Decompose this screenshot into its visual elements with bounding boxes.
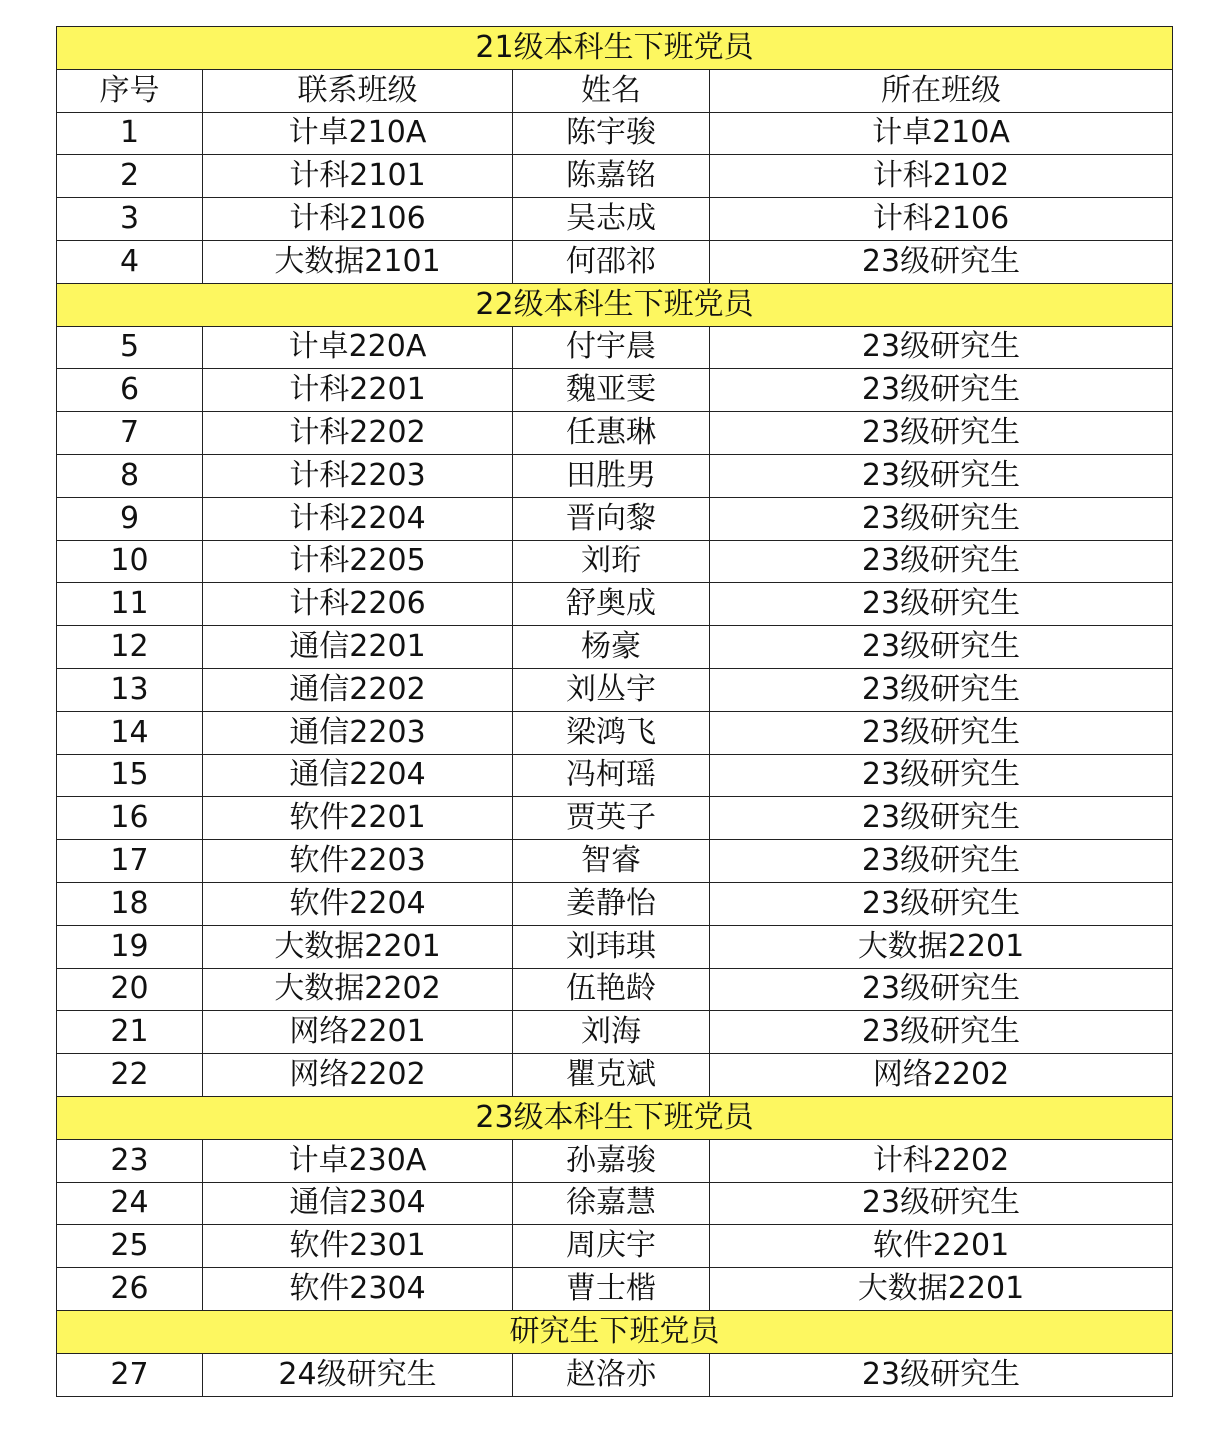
table-row bbox=[57, 668, 1173, 711]
contact-class-cell: 软件2301 bbox=[203, 1225, 513, 1268]
section-title: 21级本科生下班党员 bbox=[57, 27, 1173, 70]
header-serial-number: 序号 bbox=[57, 69, 203, 112]
header-name: 姓名 bbox=[513, 69, 710, 112]
current-class-cell: 23级研究生 bbox=[710, 754, 1173, 797]
column-header-row bbox=[57, 69, 1173, 112]
contact-class-cell: 计卓230A bbox=[203, 1139, 513, 1182]
contact-class-cell: 大数据2101 bbox=[203, 240, 513, 283]
table-row bbox=[57, 326, 1173, 369]
table-row bbox=[57, 412, 1173, 455]
serial-number-cell: 19 bbox=[57, 925, 203, 968]
table-row bbox=[57, 155, 1173, 198]
table-row bbox=[57, 711, 1173, 754]
contact-class-cell: 24级研究生 bbox=[203, 1353, 513, 1396]
contact-class-cell: 软件2201 bbox=[203, 797, 513, 840]
table-body bbox=[57, 27, 1173, 1397]
name-cell: 陈宇骏 bbox=[513, 112, 710, 155]
party-member-table bbox=[56, 26, 1173, 1397]
table-row bbox=[57, 882, 1173, 925]
current-class-cell: 23级研究生 bbox=[710, 583, 1173, 626]
table-row bbox=[57, 1268, 1173, 1311]
current-class-cell: 23级研究生 bbox=[710, 326, 1173, 369]
section-header-row bbox=[57, 1096, 1173, 1139]
current-class-cell: 23级研究生 bbox=[710, 1353, 1173, 1396]
name-cell: 姜静怡 bbox=[513, 882, 710, 925]
current-class-cell: 23级研究生 bbox=[710, 626, 1173, 669]
current-class-cell: 23级研究生 bbox=[710, 497, 1173, 540]
contact-class-cell: 计卓210A bbox=[203, 112, 513, 155]
contact-class-cell: 通信2304 bbox=[203, 1182, 513, 1225]
serial-number-cell: 20 bbox=[57, 968, 203, 1011]
contact-class-cell: 计科2201 bbox=[203, 369, 513, 412]
name-cell: 田胜男 bbox=[513, 454, 710, 497]
current-class-cell: 计科2106 bbox=[710, 198, 1173, 241]
current-class-cell: 23级研究生 bbox=[710, 840, 1173, 883]
serial-number-cell: 23 bbox=[57, 1139, 203, 1182]
table-row bbox=[57, 925, 1173, 968]
serial-number-cell: 5 bbox=[57, 326, 203, 369]
table-row bbox=[57, 797, 1173, 840]
table-row bbox=[57, 1054, 1173, 1097]
name-cell: 刘丛宇 bbox=[513, 668, 710, 711]
name-cell: 魏亚雯 bbox=[513, 369, 710, 412]
current-class-cell: 大数据2201 bbox=[710, 925, 1173, 968]
name-cell: 周庆宇 bbox=[513, 1225, 710, 1268]
name-cell: 刘玮琪 bbox=[513, 925, 710, 968]
contact-class-cell: 网络2201 bbox=[203, 1011, 513, 1054]
current-class-cell: 23级研究生 bbox=[710, 369, 1173, 412]
serial-number-cell: 14 bbox=[57, 711, 203, 754]
name-cell: 梁鸿飞 bbox=[513, 711, 710, 754]
current-class-cell: 大数据2201 bbox=[710, 1268, 1173, 1311]
contact-class-cell: 通信2201 bbox=[203, 626, 513, 669]
name-cell: 杨豪 bbox=[513, 626, 710, 669]
serial-number-cell: 16 bbox=[57, 797, 203, 840]
serial-number-cell: 7 bbox=[57, 412, 203, 455]
name-cell: 刘珩 bbox=[513, 540, 710, 583]
contact-class-cell: 网络2202 bbox=[203, 1054, 513, 1097]
table-row bbox=[57, 497, 1173, 540]
serial-number-cell: 26 bbox=[57, 1268, 203, 1311]
table-row bbox=[57, 454, 1173, 497]
name-cell: 刘海 bbox=[513, 1011, 710, 1054]
contact-class-cell: 软件2204 bbox=[203, 882, 513, 925]
contact-class-cell: 计科2101 bbox=[203, 155, 513, 198]
contact-class-cell: 计科2204 bbox=[203, 497, 513, 540]
current-class-cell: 23级研究生 bbox=[710, 454, 1173, 497]
serial-number-cell: 2 bbox=[57, 155, 203, 198]
name-cell: 何邵祁 bbox=[513, 240, 710, 283]
serial-number-cell: 6 bbox=[57, 369, 203, 412]
contact-class-cell: 通信2203 bbox=[203, 711, 513, 754]
current-class-cell: 计卓210A bbox=[710, 112, 1173, 155]
contact-class-cell: 通信2202 bbox=[203, 668, 513, 711]
serial-number-cell: 9 bbox=[57, 497, 203, 540]
contact-class-cell: 软件2203 bbox=[203, 840, 513, 883]
header-contact-class: 联系班级 bbox=[203, 69, 513, 112]
name-cell: 曹士楷 bbox=[513, 1268, 710, 1311]
name-cell: 付宇晨 bbox=[513, 326, 710, 369]
current-class-cell: 23级研究生 bbox=[710, 240, 1173, 283]
contact-class-cell: 大数据2202 bbox=[203, 968, 513, 1011]
name-cell: 陈嘉铭 bbox=[513, 155, 710, 198]
current-class-cell: 23级研究生 bbox=[710, 412, 1173, 455]
serial-number-cell: 15 bbox=[57, 754, 203, 797]
name-cell: 吴志成 bbox=[513, 198, 710, 241]
section-header-row bbox=[57, 27, 1173, 70]
serial-number-cell: 25 bbox=[57, 1225, 203, 1268]
current-class-cell: 23级研究生 bbox=[710, 968, 1173, 1011]
serial-number-cell: 11 bbox=[57, 583, 203, 626]
section-header-row bbox=[57, 283, 1173, 326]
table-row bbox=[57, 369, 1173, 412]
table-row bbox=[57, 754, 1173, 797]
current-class-cell: 23级研究生 bbox=[710, 540, 1173, 583]
table-row bbox=[57, 968, 1173, 1011]
table-row bbox=[57, 198, 1173, 241]
name-cell: 徐嘉慧 bbox=[513, 1182, 710, 1225]
current-class-cell: 软件2201 bbox=[710, 1225, 1173, 1268]
name-cell: 任惠琳 bbox=[513, 412, 710, 455]
table-row bbox=[57, 1011, 1173, 1054]
contact-class-cell: 软件2304 bbox=[203, 1268, 513, 1311]
contact-class-cell: 计科2106 bbox=[203, 198, 513, 241]
serial-number-cell: 22 bbox=[57, 1054, 203, 1097]
current-class-cell: 网络2202 bbox=[710, 1054, 1173, 1097]
name-cell: 赵洛亦 bbox=[513, 1353, 710, 1396]
table-row bbox=[57, 540, 1173, 583]
current-class-cell: 计科2102 bbox=[710, 155, 1173, 198]
name-cell: 智睿 bbox=[513, 840, 710, 883]
name-cell: 伍艳龄 bbox=[513, 968, 710, 1011]
table-row bbox=[57, 1182, 1173, 1225]
serial-number-cell: 24 bbox=[57, 1182, 203, 1225]
table-row bbox=[57, 840, 1173, 883]
serial-number-cell: 8 bbox=[57, 454, 203, 497]
current-class-cell: 23级研究生 bbox=[710, 1182, 1173, 1225]
serial-number-cell: 10 bbox=[57, 540, 203, 583]
contact-class-cell: 计卓220A bbox=[203, 326, 513, 369]
contact-class-cell: 大数据2201 bbox=[203, 925, 513, 968]
contact-class-cell: 计科2203 bbox=[203, 454, 513, 497]
table-row bbox=[57, 583, 1173, 626]
serial-number-cell: 18 bbox=[57, 882, 203, 925]
table-row bbox=[57, 626, 1173, 669]
section-title: 研究生下班党员 bbox=[57, 1310, 1173, 1353]
contact-class-cell: 计科2202 bbox=[203, 412, 513, 455]
name-cell: 舒奥成 bbox=[513, 583, 710, 626]
name-cell: 孙嘉骏 bbox=[513, 1139, 710, 1182]
name-cell: 瞿克斌 bbox=[513, 1054, 710, 1097]
header-current-class: 所在班级 bbox=[710, 69, 1173, 112]
serial-number-cell: 21 bbox=[57, 1011, 203, 1054]
current-class-cell: 23级研究生 bbox=[710, 797, 1173, 840]
current-class-cell: 23级研究生 bbox=[710, 711, 1173, 754]
contact-class-cell: 通信2204 bbox=[203, 754, 513, 797]
current-class-cell: 23级研究生 bbox=[710, 882, 1173, 925]
serial-number-cell: 3 bbox=[57, 198, 203, 241]
serial-number-cell: 13 bbox=[57, 668, 203, 711]
section-title: 22级本科生下班党员 bbox=[57, 283, 1173, 326]
table-row bbox=[57, 1225, 1173, 1268]
contact-class-cell: 计科2205 bbox=[203, 540, 513, 583]
name-cell: 贾英子 bbox=[513, 797, 710, 840]
serial-number-cell: 12 bbox=[57, 626, 203, 669]
contact-class-cell: 计科2206 bbox=[203, 583, 513, 626]
serial-number-cell: 1 bbox=[57, 112, 203, 155]
serial-number-cell: 4 bbox=[57, 240, 203, 283]
name-cell: 冯柯瑶 bbox=[513, 754, 710, 797]
section-title: 23级本科生下班党员 bbox=[57, 1096, 1173, 1139]
table-row bbox=[57, 112, 1173, 155]
current-class-cell: 23级研究生 bbox=[710, 668, 1173, 711]
current-class-cell: 计科2202 bbox=[710, 1139, 1173, 1182]
table-row bbox=[57, 1139, 1173, 1182]
serial-number-cell: 27 bbox=[57, 1353, 203, 1396]
table-row bbox=[57, 240, 1173, 283]
table-row bbox=[57, 1353, 1173, 1396]
serial-number-cell: 17 bbox=[57, 840, 203, 883]
current-class-cell: 23级研究生 bbox=[710, 1011, 1173, 1054]
name-cell: 晋向黎 bbox=[513, 497, 710, 540]
section-header-row bbox=[57, 1310, 1173, 1353]
